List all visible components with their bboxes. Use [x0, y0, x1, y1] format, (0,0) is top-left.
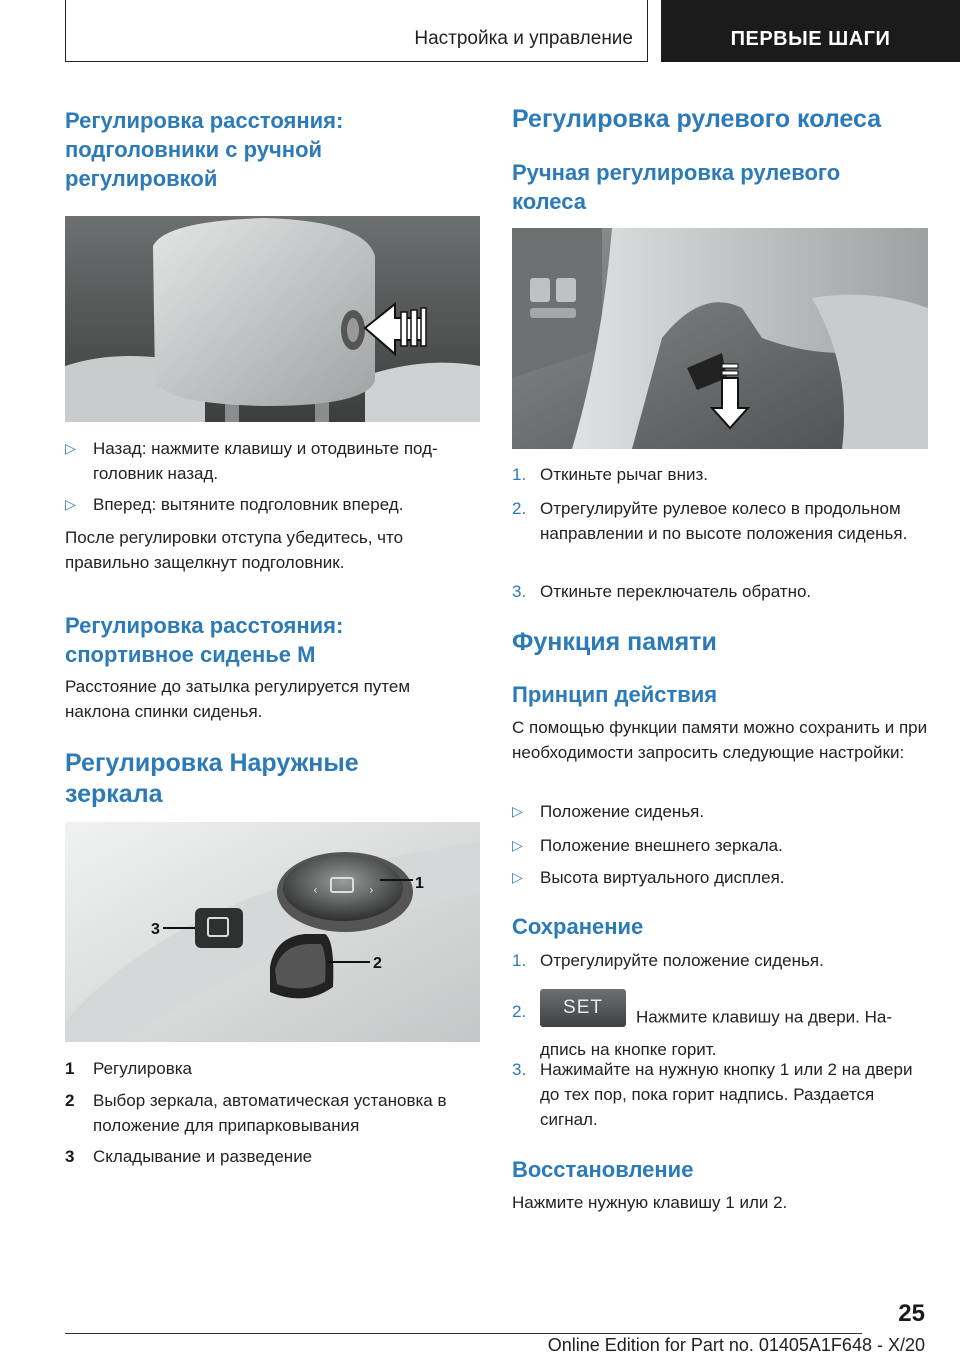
header-chapter-tab	[661, 0, 960, 62]
mirror-callout-2: 2	[373, 955, 382, 972]
headrest-note: После регулировки отступа убедитесь, что правильно защелкнут подголовник.	[65, 528, 404, 572]
steering-step: 3. Откиньте переключатель обратно.	[512, 582, 812, 601]
principle-heading: Принцип действия	[512, 682, 718, 707]
headrest-illustration	[65, 216, 480, 422]
steering-step: 1. Откиньте рычаг вниз.	[512, 465, 708, 484]
triangle-bullet-icon: ▷	[65, 440, 76, 456]
steering-lever-illustration	[512, 228, 928, 449]
principle-bullet: ▷ Положение сиденья.	[512, 799, 928, 824]
mirror-callout-3: 3	[151, 921, 160, 938]
svg-text:›: ›	[369, 883, 374, 897]
save-step: 2. SET Нажмите клавишу на двери. Надпись на кнопке горит.	[512, 999, 928, 1062]
sport-seat-heading: Регулировка расстояния: спортивное сиденье M	[65, 613, 344, 667]
page-number: 25	[898, 1300, 925, 1327]
triangle-bullet-icon: ▷	[65, 496, 76, 512]
memory-heading: Функция памяти	[512, 628, 717, 656]
mirrors-heading: Регулировка Наружные зеркала	[65, 749, 359, 808]
footer-edition: Online Edition for Part no. 01405A1F648 - X/20	[547, 1335, 925, 1355]
mirror-legend-item: 1 Регулировка	[65, 1059, 192, 1078]
footer-divider	[65, 1333, 862, 1334]
triangle-bullet-icon: ▷	[512, 869, 523, 885]
principle-bullet: ▷ Положение внешнего зеркала.	[512, 833, 928, 858]
set-key-icon: SET	[540, 989, 626, 1027]
mirror-callout-1: 1	[415, 875, 424, 892]
sport-seat-text: Расстояние до затылка регулируется путем наклона спинки сиденья.	[65, 677, 411, 721]
manual-steering-heading: Ручная регулировка рулевого колеса	[512, 160, 841, 214]
header-section-title: Настройка и управление	[414, 28, 633, 49]
principle-bullet: ▷ Высота виртуального дисплея.	[512, 865, 928, 890]
mirror-legend-item: 3 Складывание и разведение	[65, 1147, 313, 1166]
save-step: 3. Нажимайте на нужную кнопку 1 или 2 на двери до тех пор, пока горит надпись. Раздается сигнал.	[512, 1060, 913, 1129]
mirror-legend-item: 2 Выбор зеркала, автоматическая установка в положение для припарковывания	[65, 1091, 447, 1135]
save-step: 1. Отрегулируйте положение сиденья.	[512, 951, 824, 970]
save-heading: Сохранение	[512, 914, 644, 939]
restore-text: Нажмите нужную клавишу 1 или 2.	[512, 1193, 788, 1212]
svg-text:‹: ‹	[313, 883, 318, 897]
restore-heading: Восстановление	[512, 1157, 694, 1182]
steering-heading: Регулировка рулевого колеса	[512, 105, 882, 133]
headrest-heading: Регулировка расстояния: подголовники с ручной регулировкой	[65, 108, 344, 191]
headrest-bullet-back: ▷ Назад: нажмите клавишу и отодвиньте подголовник назад.	[65, 436, 480, 486]
steering-step: 2. Отрегулируйте рулевое колесо в продольном направлении и по высоте положения сиденья.	[512, 499, 908, 543]
triangle-bullet-icon: ▷	[512, 803, 523, 819]
headrest-bullet-forward: ▷ Вперед: вытяните подголовник вперед.	[65, 492, 480, 517]
mirror-switch-illustration	[65, 822, 480, 1042]
header-chapter-title: ПЕРВЫЕ ШАГИ	[730, 28, 891, 50]
principle-text: С помощью функции памяти можно сохранить и при необходимости запросить следующие настройки:	[512, 718, 928, 762]
header-section-box	[65, 0, 648, 62]
triangle-bullet-icon: ▷	[512, 837, 523, 853]
